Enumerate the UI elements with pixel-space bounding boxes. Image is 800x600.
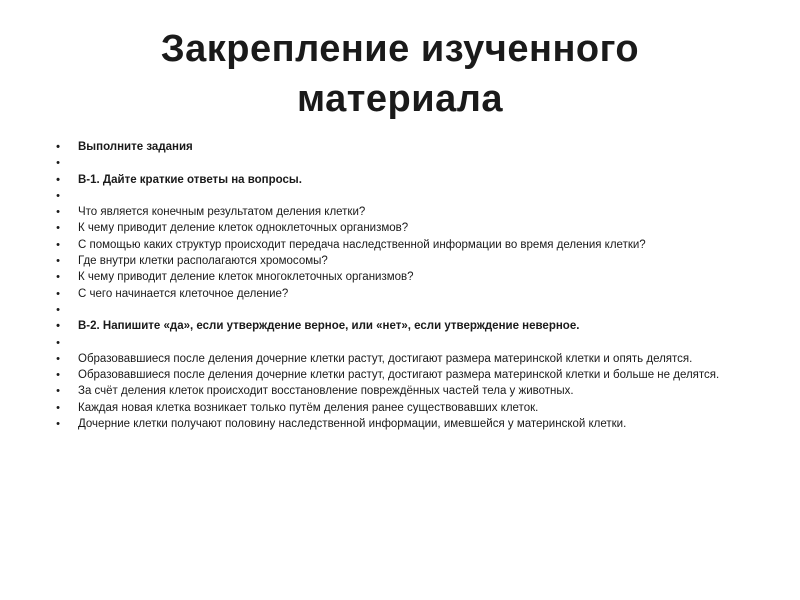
list-item — [52, 287, 752, 302]
list-item — [52, 221, 752, 236]
slide-title — [60, 24, 740, 124]
title-line-1: Закрепление изученного — [160, 28, 640, 70]
bullet-icon: • — [56, 271, 60, 284]
bullet-icon: • — [56, 173, 60, 186]
list-item — [52, 238, 752, 253]
bullet-icon: • — [56, 222, 60, 235]
bullet-icon: • — [56, 303, 60, 316]
list-item-text: К чему приводит деление клеток одноклеточных организмов? — [78, 222, 409, 235]
list-item-text: Дочерние клетки получают половину наследственной информации, имевшейся у материнской клетки. — [78, 418, 627, 431]
bullet-icon: • — [56, 238, 60, 251]
bullet-icon: • — [56, 206, 60, 219]
list-item — [52, 270, 752, 285]
list-item-text: Образовавшиеся после деления дочерние клетки растут, достигают размера материнской клетки и больше не делятся. — [78, 369, 720, 382]
list-item-text: В-1. Дайте краткие ответы на вопросы. — [78, 173, 302, 186]
bullet-icon: • — [56, 287, 60, 300]
bullet-icon: • — [56, 255, 60, 268]
bullet-icon: • — [56, 401, 60, 414]
bullet-icon: • — [56, 189, 60, 202]
list-item — [52, 303, 752, 318]
bullet-icon: • — [56, 141, 60, 153]
list-item-text: Что является конечным результатом деления клетки? — [78, 206, 366, 219]
bullet-icon: • — [56, 157, 60, 170]
list-item-text: За счёт деления клеток происходит восстановление повреждённых частей тела у животных. — [78, 385, 574, 398]
list-item-text: К чему приводит деление клеток многоклеточных организмов? — [78, 271, 414, 284]
list-item — [52, 368, 752, 383]
list-item — [52, 401, 752, 416]
list-item-text: В-2. Напишите «да», если утверждение верное, или «нет», если утверждение неверное. — [78, 320, 580, 333]
list-item-text: Каждая новая клетка возникает только путём деления ранее существовавших клеток. — [78, 401, 539, 414]
list-item — [52, 156, 752, 171]
list-item — [52, 140, 752, 155]
list-item-text: С помощью каких структур происходит передача наследственной информации во время деления клетки? — [78, 238, 646, 251]
list-item — [52, 384, 752, 399]
title-line-2: материала — [297, 78, 503, 120]
list-item — [52, 336, 752, 351]
list-item-text: С чего начинается клеточное деление? — [78, 287, 289, 300]
list-item-text: Выполните задания — [78, 141, 193, 153]
list-item — [52, 319, 752, 334]
list-item — [52, 205, 752, 220]
bullet-icon: • — [56, 320, 60, 333]
list-item — [52, 417, 752, 432]
list-item-text: Образовавшиеся после деления дочерние клетки растут, достигают размера материнской клетки и опять делятся. — [78, 352, 693, 365]
bullet-list — [52, 140, 752, 433]
bullet-icon: • — [56, 418, 60, 431]
bullet-icon: • — [56, 336, 60, 349]
list-item — [52, 189, 752, 204]
bullet-icon: • — [56, 369, 60, 382]
list-item — [52, 254, 752, 269]
list-item — [52, 173, 752, 188]
list-item — [52, 352, 752, 367]
bullet-icon: • — [56, 385, 60, 398]
list-item-text: Где внутри клетки располагаются хромосомы? — [78, 255, 328, 268]
bullet-icon: • — [56, 352, 60, 365]
